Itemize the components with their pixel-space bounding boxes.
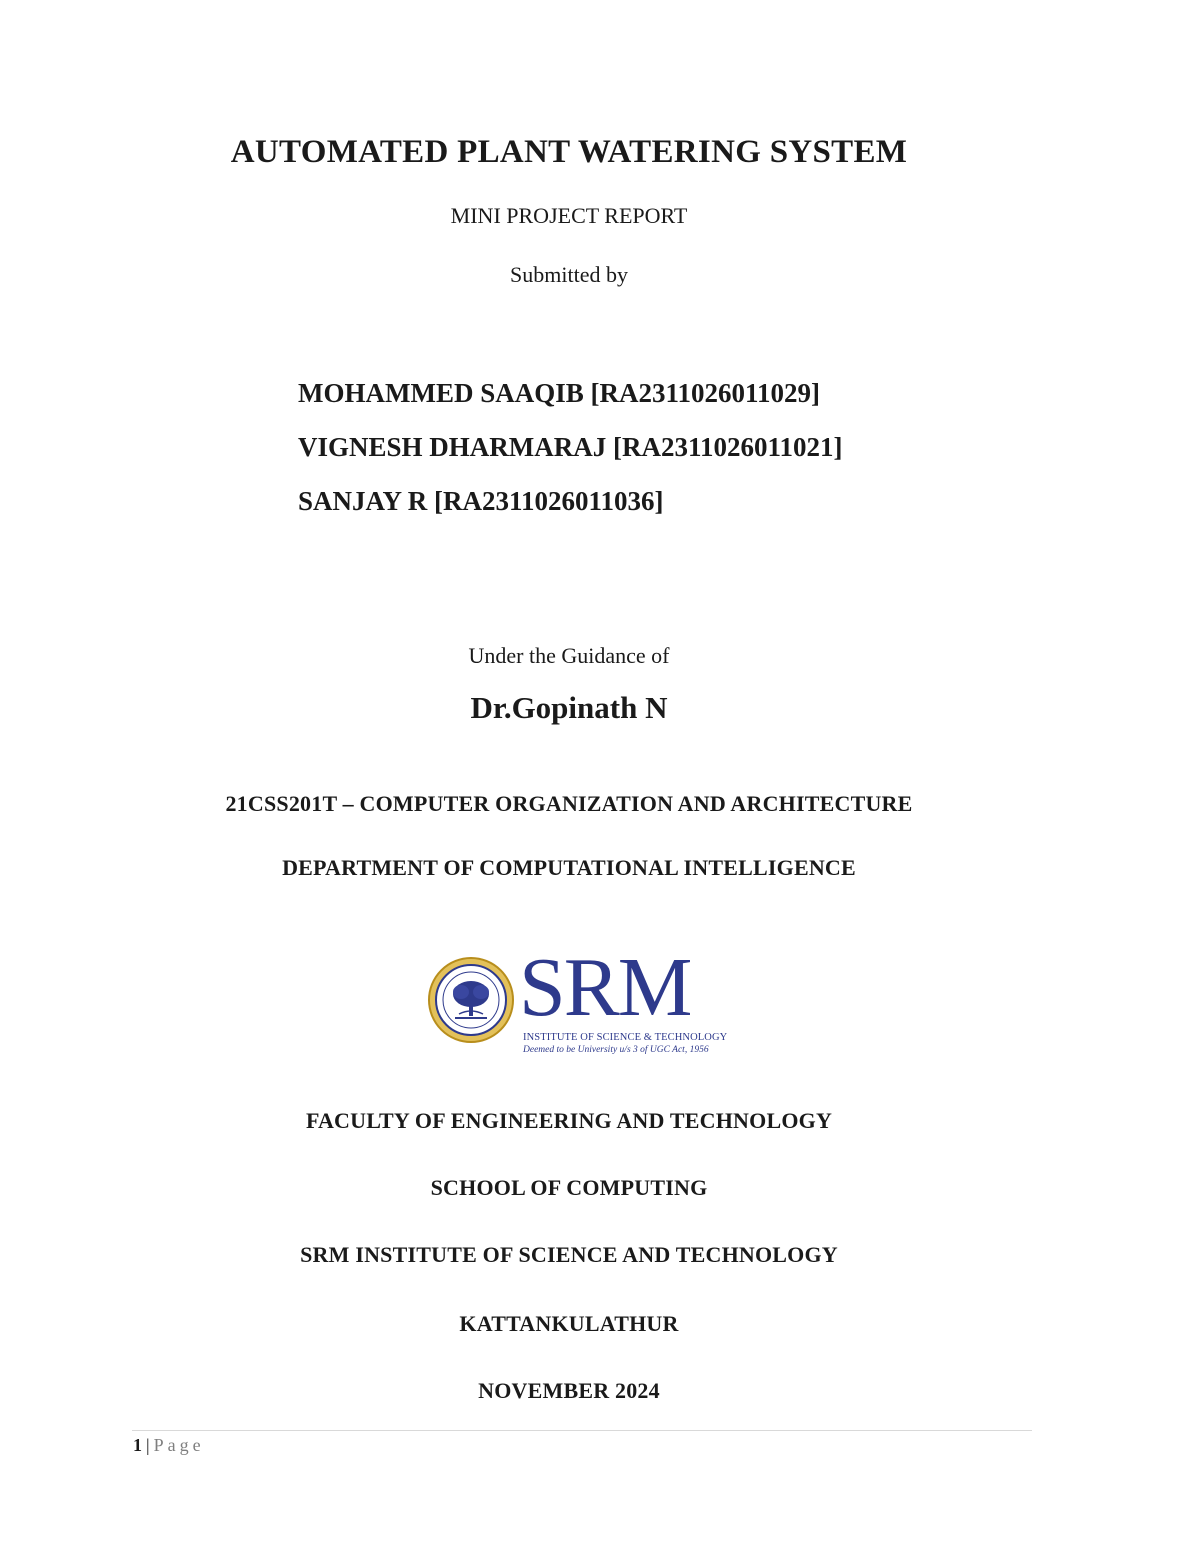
- report-title: AUTOMATED PLANT WATERING SYSTEM: [230, 134, 908, 170]
- page-label: Page: [153, 1435, 205, 1455]
- page-footer: [133, 1435, 205, 1456]
- course-title: 21CSS201T – COMPUTER ORGANIZATION AND ARCHITECTURE: [225, 791, 913, 816]
- guide-name: Dr.Gopinath N: [470, 690, 668, 725]
- footer-divider: [132, 1430, 1032, 1431]
- logo-tagline: INSTITUTE OF SCIENCE & TECHNOLOGY: [523, 1032, 728, 1043]
- report-subtitle: MINI PROJECT REPORT: [450, 203, 688, 228]
- submitted-by-label: Submitted by: [510, 262, 628, 287]
- report-date: NOVEMBER 2024: [478, 1378, 660, 1403]
- srm-logo: [427, 941, 728, 1058]
- logo-wordmark: SRM: [519, 941, 691, 1034]
- page-number: 1: [133, 1435, 142, 1455]
- university-seal-icon: [427, 956, 515, 1044]
- author-name: VIGNESH DHARMARAJ [RA2311026011021]: [298, 432, 843, 462]
- author-name: MOHAMMED SAAQIB [RA2311026011029]: [298, 378, 820, 408]
- institute-name: SRM INSTITUTE OF SCIENCE AND TECHNOLOGY: [300, 1242, 838, 1267]
- footer-separator: |: [146, 1435, 150, 1455]
- location-name: KATTANKULATHUR: [459, 1311, 679, 1336]
- logo-subtagline: Deemed to be University u/s 3 of UGC Act, 1956: [523, 1045, 709, 1055]
- guidance-label: Under the Guidance of: [468, 643, 670, 668]
- school-name: SCHOOL OF COMPUTING: [430, 1175, 708, 1200]
- department-name: DEPARTMENT OF COMPUTATIONAL INTELLIGENCE: [282, 855, 856, 880]
- author-name: SANJAY R [RA2311026011036]: [298, 486, 664, 516]
- faculty-name: FACULTY OF ENGINEERING AND TECHNOLOGY: [305, 1108, 833, 1133]
